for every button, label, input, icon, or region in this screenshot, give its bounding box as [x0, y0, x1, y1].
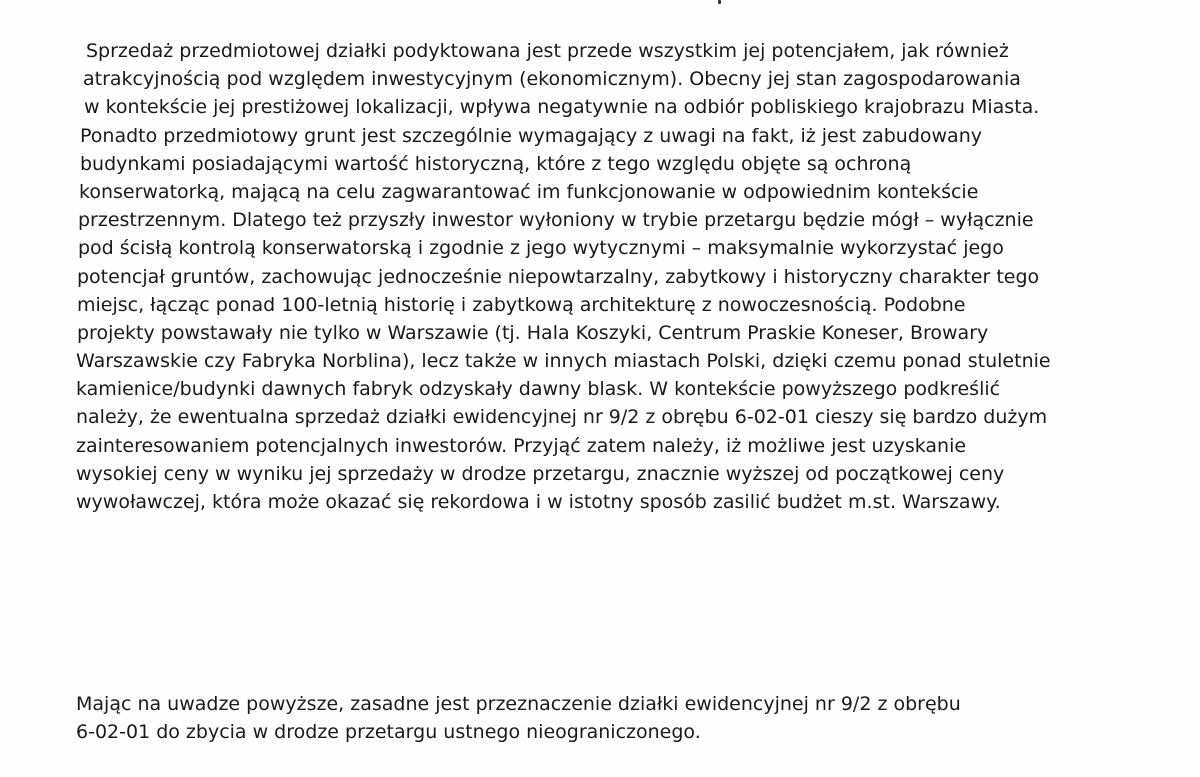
text-line: Sprzedaż przedmiotowej działki podyktowana jest przede wszystkim jej potencjałem, jak również	[86, 40, 1009, 62]
body-paragraph-1	[76, 37, 1116, 516]
text-line: wywoławczej, która może okazać się rekordowa i w istotny sposób zasilić budżet m.st. Warszawy.	[76, 491, 1001, 513]
text-line: wysokiej ceny w wyniku jej sprzedaży w drodze przetargu, znacznie wyższej od początkowej ceny	[76, 462, 1005, 485]
text-line: potencjał gruntów, zachowując jednocześnie niepowtarzalny, zabytkowy i historyczny charakter tego	[77, 265, 1040, 288]
text-line: należy, że ewentualna sprzedaż działki ewidencyjnej nr 9/2 z obrębu 6-02-01 cieszy się bardzo dużym	[76, 406, 1048, 429]
text-line: Warszawskie czy Fabryka Norblina), lecz także w innych miastach Polski, dzięki czemu ponad stuletnie	[76, 350, 1051, 373]
text-line: w kontekście jej prestiżowej lokalizacji, wpływa negatywnie na odbiór pobliskiego krajobrazu Miasta.	[84, 96, 1040, 119]
scan-artifact-mark	[718, 0, 721, 4]
text-line: konserwatorką, mającą na celu zagwarantować im funkcjonowanie w odpowiednim kontekście	[79, 180, 979, 203]
text-line: kamienice/budynki dawnych fabryk odzyskały dawny blask. W kontekście powyższego podkreślić	[76, 378, 1001, 401]
text-line: pod ścisłą kontrolą konserwatorską i zgodnie z jego wytycznymi – maksymalnie wykorzystać jego	[78, 237, 1004, 260]
text-line: atrakcyjnością pod względem inwestycyjnym (ekonomicznym). Obecny jej stan zagospodarowania	[83, 68, 1021, 91]
text-line: zainteresowaniem potencjalnych inwestorów. Przyjąć zatem należy, iż możliwe jest uzyskanie	[76, 434, 967, 457]
text-line: Ponadto przedmiotowy grunt jest szczególnie wymagający z uwagi na fakt, iż jest zabudowany	[80, 124, 982, 147]
text-line: przestrzennym. Dlatego też przyszły inwestor wyłoniony w trybie przetargu będzie mógł – wyłącznie	[78, 209, 1034, 232]
text-line: budynkami posiadającymi wartość historyczną, które z tego względu objęte są ochroną	[80, 152, 912, 175]
text-line: projekty powstawały nie tylko w Warszawie (tj. Hala Koszyki, Centrum Praskie Koneser, Browary	[77, 321, 989, 344]
text-line: Mając na uwadze powyższe, zasadne jest przeznaczenie działki ewidencyjnej nr 9/2 z obrębu	[76, 693, 961, 715]
text-line: miejsc, łącząc ponad 100-letnią historię i zabytkową architekturę z nowoczesnością. Podobne	[77, 293, 966, 316]
body-paragraph-2	[76, 690, 1116, 746]
text-line: 6-02-01 do zbycia w drodze przetargu ustnego nieograniczonego.	[76, 721, 701, 744]
